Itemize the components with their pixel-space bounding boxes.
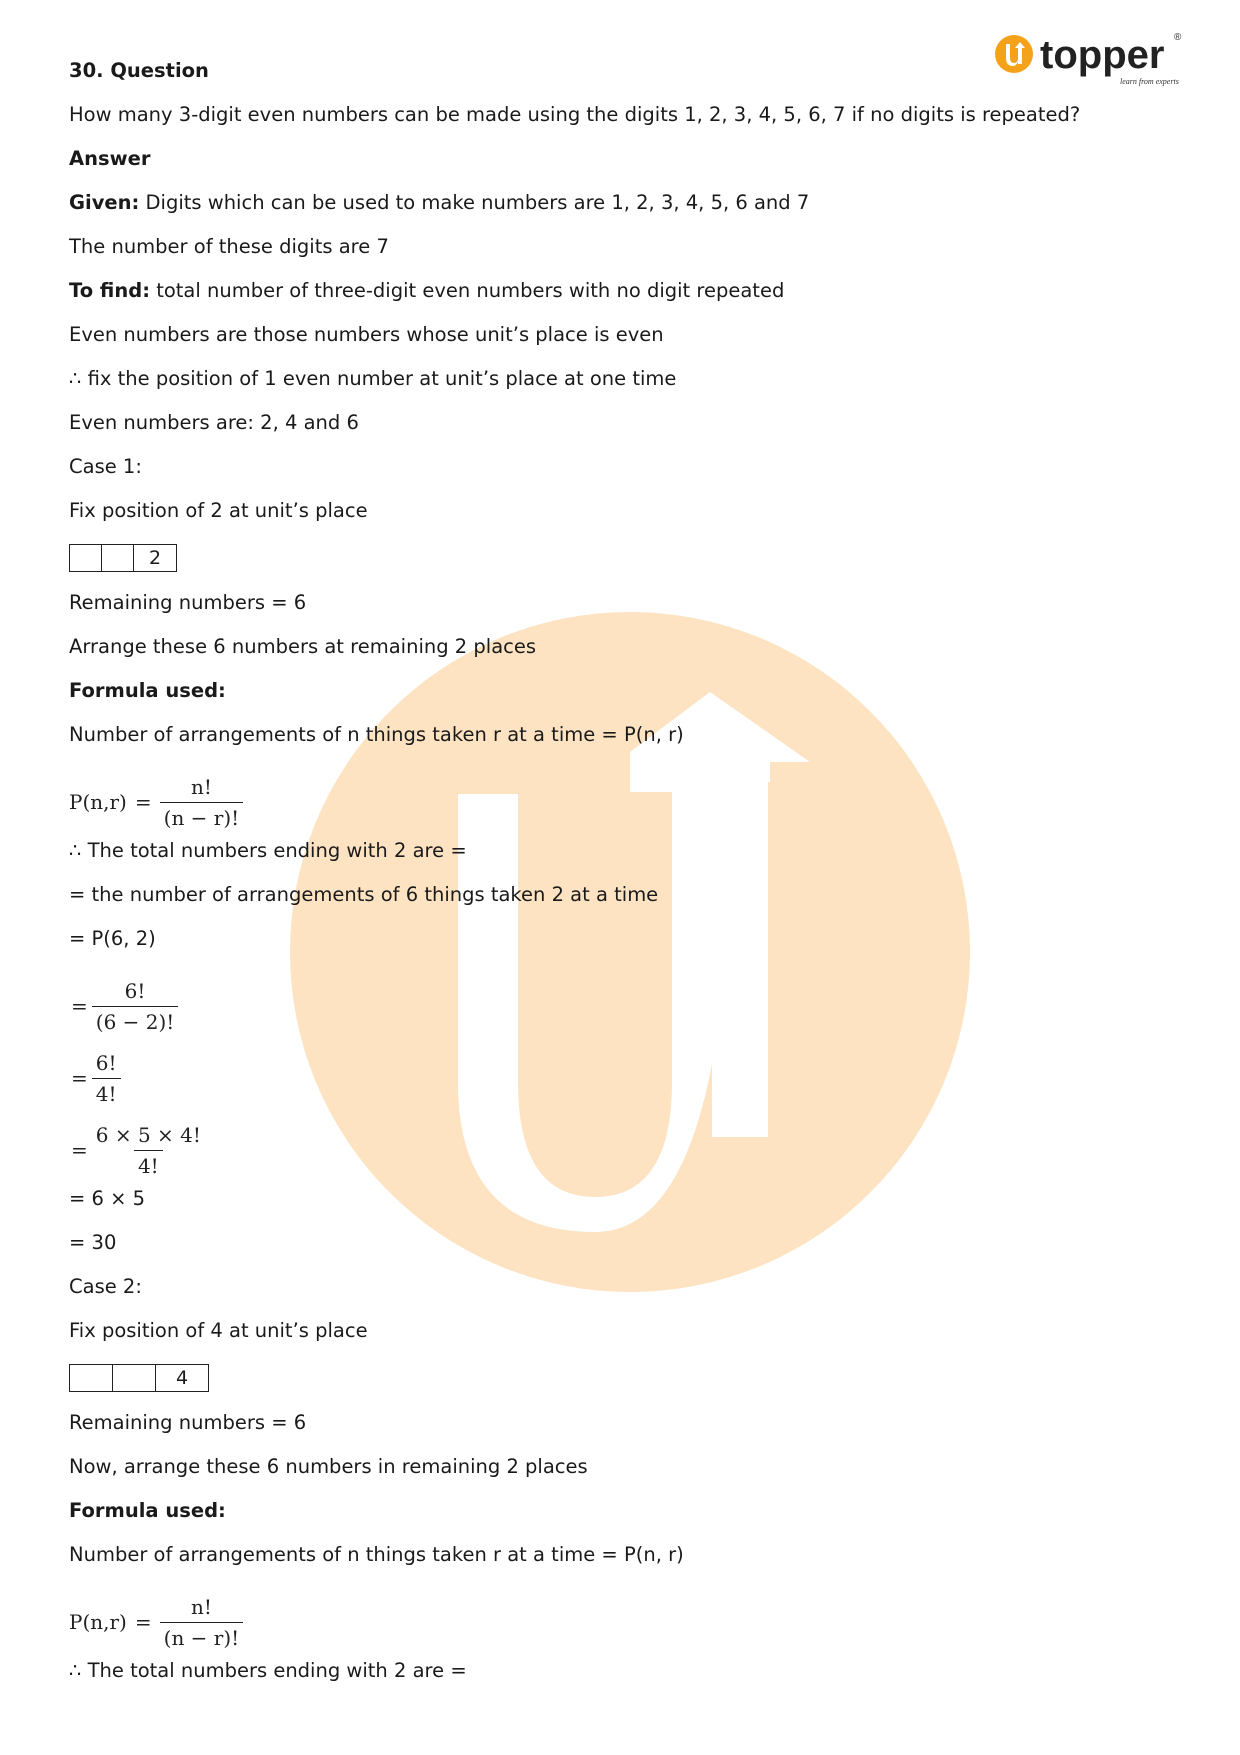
given-text: Digits which can be used to make numbers are 1, 2, 3, 4, 5, 6 and 7 — [139, 191, 810, 214]
brand-logo — [994, 28, 1194, 92]
equals-sign: = — [134, 790, 152, 814]
case2-title: Case 2: — [69, 1275, 142, 1298]
numerator: 6! — [124, 978, 146, 1003]
question-heading: 30. Question — [69, 59, 209, 82]
case2-formula-label: Formula used: — [69, 1499, 226, 1522]
denominator: 4! — [92, 1078, 121, 1106]
solution-content — [69, 58, 1169, 1702]
numerator: n! — [190, 1594, 212, 1619]
svg-text:topper: topper — [1040, 33, 1165, 77]
case2-total: ∴ The total numbers ending with 2 are = — [69, 1659, 467, 1682]
case1-remaining: Remaining numbers = 6 — [69, 591, 307, 614]
equals-sign: = — [71, 1138, 88, 1162]
formula-lhs: P(n,r) — [69, 1610, 127, 1634]
place-value-boxes — [69, 1364, 209, 1392]
units-box: 2 — [148, 547, 162, 569]
tens-box — [113, 1365, 156, 1391]
to-find-text: total number of three-digit even numbers with no digit repeated — [150, 279, 785, 302]
case1-p62: = P(6, 2) — [69, 927, 156, 950]
question-text: How many 3-digit even numbers can be made using the digits 1, 2, 3, 4, 5, 6, 7 if no digits is repeated? — [69, 103, 1081, 126]
case1-place-boxes — [69, 542, 1169, 590]
place-value-boxes — [69, 544, 177, 572]
numerator: 6! — [95, 1050, 117, 1075]
hundreds-box — [70, 1365, 113, 1391]
denominator: (6 − 2)! — [92, 1006, 179, 1034]
given-line — [69, 190, 1169, 234]
formula-lhs: P(n,r) — [69, 790, 127, 814]
case2-arrange: Now, arrange these 6 numbers in remaining 2 places — [69, 1455, 588, 1478]
numerator: 6 × 5 × 4! — [95, 1122, 201, 1147]
to-find-line — [69, 278, 1169, 322]
answer-heading: Answer — [69, 147, 151, 170]
numerator: n! — [190, 774, 212, 799]
case1-result: = 30 — [69, 1231, 117, 1254]
case1-step2 — [69, 1042, 1169, 1114]
even-numbers-list: Even numbers are: 2, 4 and 6 — [69, 411, 359, 434]
svg-text:®: ® — [1174, 32, 1182, 43]
case2-place-boxes — [69, 1362, 1169, 1410]
to-find-label: To find: — [69, 279, 150, 302]
equals-sign: = — [71, 994, 88, 1018]
case1-permutation-formula — [69, 766, 1169, 838]
case2-permutation-formula — [69, 1586, 1169, 1658]
equals-sign: = — [71, 1066, 88, 1090]
case1-total: ∴ The total numbers ending with 2 are = — [69, 839, 467, 862]
given-label: Given: — [69, 191, 140, 214]
denominator: (n − r)! — [160, 1622, 244, 1650]
case1-title: Case 1: — [69, 455, 142, 478]
equals-sign: = — [134, 1610, 152, 1634]
case1-step1 — [69, 970, 1169, 1042]
case2-remaining: Remaining numbers = 6 — [69, 1411, 307, 1434]
case1-arrange: Arrange these 6 numbers at remaining 2 places — [69, 635, 537, 658]
digit-count-line: The number of these digits are 7 — [69, 235, 389, 258]
tens-box — [102, 545, 134, 571]
fraction — [160, 1595, 244, 1650]
fix-position-line: ∴ fix the position of 1 even number at unit’s place at one time — [69, 367, 677, 390]
case1-product: = 6 × 5 — [69, 1187, 146, 1210]
case2-formula-text: Number of arrangements of n things taken r at a time = P(n, r) — [69, 1543, 684, 1566]
case2-fix: Fix position of 4 at unit’s place — [69, 1319, 368, 1342]
fraction — [92, 979, 179, 1034]
fraction — [92, 1123, 205, 1178]
denominator: (n − r)! — [160, 802, 244, 830]
case1-step3 — [69, 1114, 1169, 1186]
denominator: 4! — [134, 1150, 163, 1178]
case1-formula-label: Formula used: — [69, 679, 226, 702]
topper-logo-icon — [994, 28, 1194, 92]
case1-formula-text: Number of arrangements of n things taken r at a time = P(n, r) — [69, 723, 684, 746]
hundreds-box — [70, 545, 102, 571]
case1-steps-text: = the number of arrangements of 6 things taken 2 at a time — [69, 883, 659, 906]
fraction — [160, 775, 244, 830]
svg-text:learn from experts: learn from experts — [1120, 77, 1179, 86]
fraction — [92, 1051, 121, 1106]
units-box: 4 — [175, 1367, 189, 1389]
even-definition: Even numbers are those numbers whose unit’s place is even — [69, 323, 664, 346]
case1-fix: Fix position of 2 at unit’s place — [69, 499, 368, 522]
